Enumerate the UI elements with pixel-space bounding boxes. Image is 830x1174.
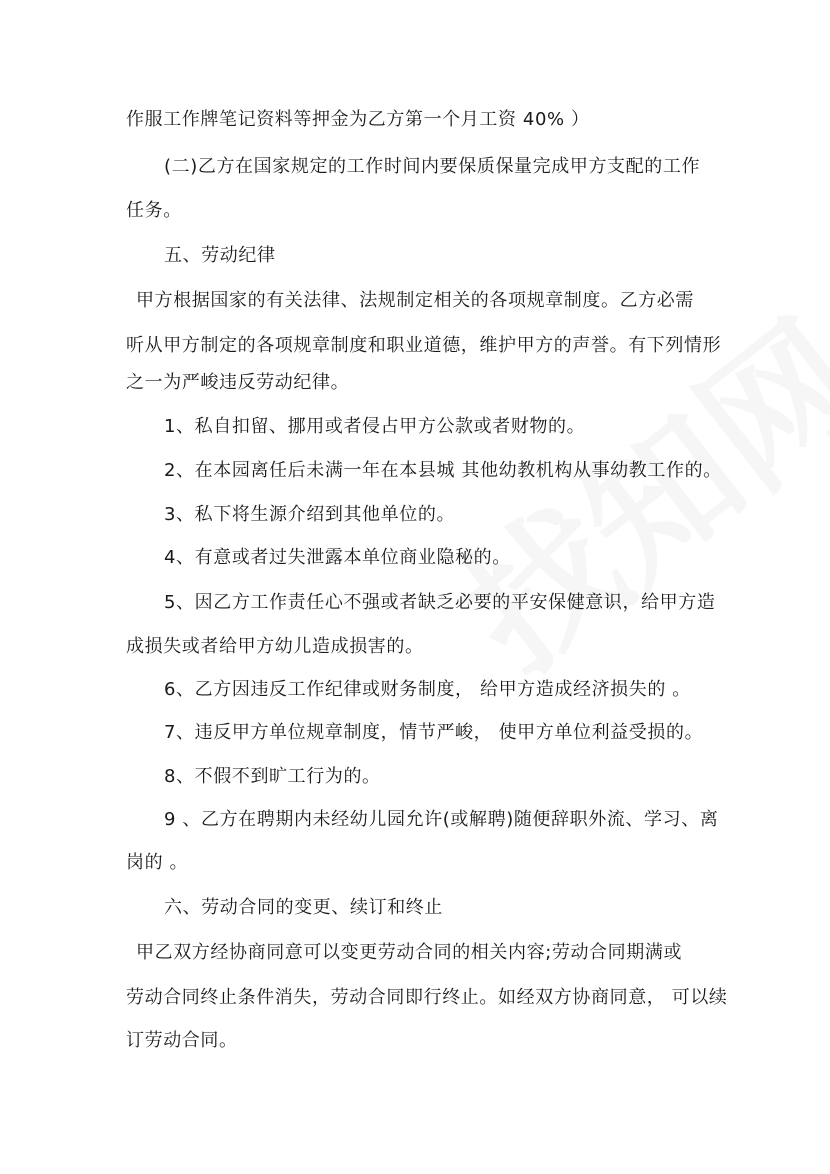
list-item-1: 1、私自扣留、挪用或者侵占甲方公款或者财物的。: [164, 416, 586, 437]
watermark: [411, 264, 830, 711]
list-item-8: 8、不假不到旷工行为的。: [164, 766, 381, 787]
list-item-2: 2、在本园离任后未满一年在本县城 其他幼教机构从事幼教工作的。: [164, 460, 722, 481]
list-item-5-cont: 成损失或者给甲方幼儿造成损害的。: [126, 636, 424, 657]
list-item-3: 3、私下将生源介绍到其他单位的。: [164, 504, 456, 525]
text-line-6: 听从甲方制定的各项规章制度和职业道德，维护甲方的声誉。有下列情形: [126, 335, 722, 356]
text-line-21: 劳动合同终止条件消失，劳动合同即行终止。如经双方协商同意， 可以续: [126, 987, 728, 1008]
text-line-5: 甲方根据国家的有关法律、法规制定相关的各项规章制度。乙方必需: [136, 290, 694, 311]
list-item-9-cont: 岗的 。: [126, 852, 189, 873]
list-item-9: 9 、乙方在聘期内未经幼儿园允许(或解聘)随便辞职外流、学习、离: [164, 809, 719, 830]
text-line-20: 甲乙双方经协商同意可以变更劳动合同的相关内容;劳动合同期满或: [136, 942, 683, 963]
text-line-3: 任务。: [126, 200, 182, 221]
text-line-7: 之一为严峻违反劳动纪律。: [126, 372, 350, 393]
text-line-22: 订劳动合同。: [126, 1030, 238, 1051]
section-heading-six: 六、劳动合同的变更、续订和终止: [164, 897, 443, 918]
section-heading-five: 五、劳动纪律: [164, 245, 276, 266]
list-item-6: 6、乙方因违反工作纪律或财务制度， 给甲方造成经济损失的 。: [164, 679, 691, 700]
text-line-2: (二)乙方在国家规定的工作时间内要保质保量完成甲方支配的工作: [164, 156, 701, 177]
list-item-5: 5、因乙方工作责任心不强或者缺乏必要的平安保健意识，给甲方造: [164, 592, 716, 613]
text-line-1: 作服工作牌笔记资料等押金为乙方第一个月工资 40% ）: [126, 109, 590, 130]
list-item-7: 7、违反甲方单位规章制度，情节严峻， 使甲方单位利益受损的。: [164, 722, 704, 743]
list-item-4: 4、有意或者过失泄露本单位商业隐秘的。: [164, 547, 511, 568]
